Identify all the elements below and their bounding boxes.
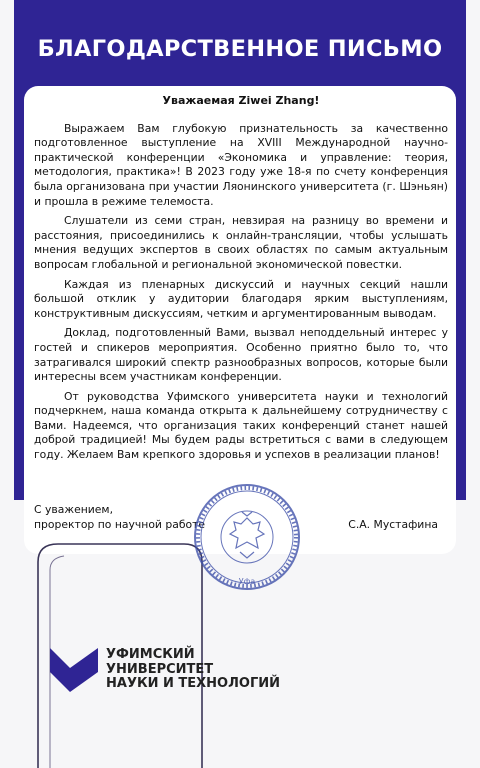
university-name-line: УФИМСКИЙ — [106, 647, 195, 662]
signatory-position: проректор по научной работе — [34, 518, 206, 531]
greeting: Уважаемая Ziwei Zhang! — [162, 94, 320, 107]
paragraph: Доклад, подготовленный Вами, вызвал неподдельный интерес у гостей и спикеров мероприятия. Особенно приятно было то, что затрагивался широкий спектр разнообразных вопросов, которые были интересны всем участникам конференции. — [34, 326, 448, 384]
paragraph: Слушатели из семи стран, невзирая на разницу во времени и расстояния, присоединились к онлайн-трансляции, чтобы услышать мнения ведущих экспертов в своих областях по самым актуальным вопросам глобальной и региональной экономической повестки. — [34, 214, 448, 271]
closing-text: С уважением, — [34, 503, 114, 516]
page-title: БЛАГОДАРСТВЕННОЕ ПИСЬМО — [37, 36, 443, 62]
university-name-line: НАУКИ И ТЕХНОЛОГИЙ — [106, 676, 280, 691]
seal-city-text: Уфа — [238, 577, 256, 586]
paragraph: Выражаем Вам глубокую признательность за качественно подготовленное выступление на XVIII Международной научно-практической конференции «Экономика и управление: теория, методология, практика»! В 2023 году уже 18-я по счету конференция была организована при участии Ляонинского университета (г. Шэньян) и прошла в режиме телемоста. — [34, 121, 448, 208]
paragraph: Каждая из пленарных дискуссий и научных секций нашли большой отклик у аудитории благодаря ярким выступлениям, конструктивным дискуссиям, четким и аргументированным выводам. — [34, 277, 448, 320]
signatory-name: С.А. Мустафина — [348, 518, 438, 531]
university-logo-icon — [50, 648, 98, 692]
university-name — [106, 648, 280, 692]
official-seal-icon — [192, 482, 302, 592]
university-name-line: УНИВЕРСИТЕТ — [106, 661, 214, 677]
letter-body — [34, 94, 448, 468]
paragraph: От руководства Уфимского университета науки и технологий подчеркнем, наша команда открыта к дальнейшему сотрудничеству с Вами. Надеемся, что организация таких конференций станет нашей доброй традицией! Мы будем рады встретиться с вами в следующем году. Желаем Вам крепкого здоровья и успехов в реализации планов! — [34, 389, 448, 462]
